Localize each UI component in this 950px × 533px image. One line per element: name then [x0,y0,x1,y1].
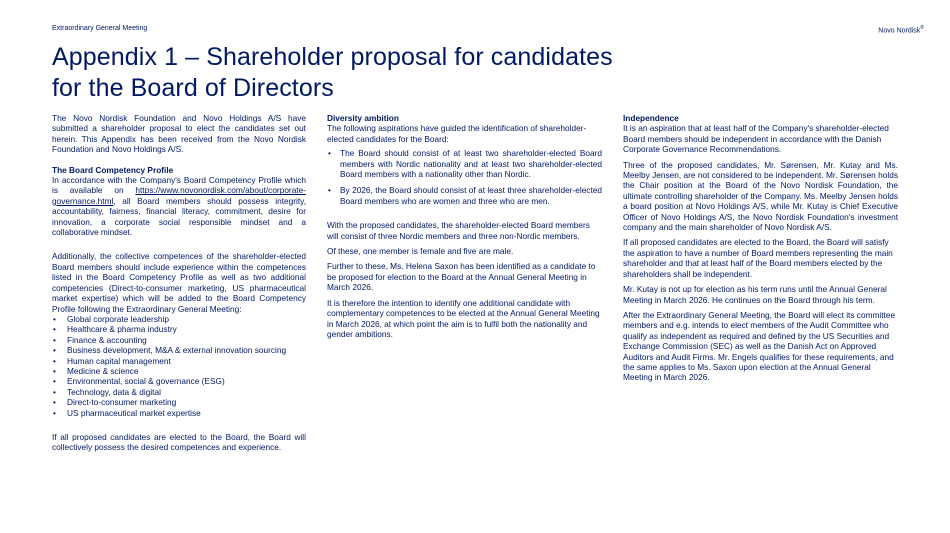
column-middle [327,113,602,339]
list-item: • Direct-to-consumer marketing [52,397,306,407]
independence-paragraph-4: Mr. Kutay is not up for election as his term runs until the Annual General Meeting in March 2026. He continues on the Board through his term. [623,284,887,305]
diversity-heading: Diversity ambition [327,113,399,123]
independence-paragraph-1: It is an aspiration that at least half of the Company's shareholder-elected Board members should be independent in accordance with the Danish Corporate Governance Recommendations. [623,123,889,155]
diversity-paragraph-2: Of these, one member is female and five are male. [327,246,514,257]
list-item: • Medicine & science [52,366,306,376]
profile-paragraph: In accordance with the Company's Board Competency Profile which is available on https://www.novonordisk.com/about/corporate-governance.html, all Board members should possess integrity, accountability, fairness, financial literacy, commitment, desire for innovation, a corporate social responsible mindset and a collaborative mindset. [52,175,306,238]
title-line-1: Appendix 1 – Shareholder proposal for candidates [52,43,613,71]
diversity-paragraph-4: It is therefore the intention to identify one additional candidate with complementary competences to be elected at the Annual General Meeting in March 2026, at which point the aim is to fulfil both the nationality and gender ambitions. [327,297,600,339]
intro-paragraph: The Novo Nordisk Foundation and Novo Holdings A/S have submitted a shareholder proposal to elect the candidates set out herein. This Appendix has been received from the Novo Nordisk Foundation and Novo Holdings A/S. [52,113,306,155]
independence-heading: Independence [623,113,679,123]
diversity-paragraph-3: Further to these, Ms. Helena Saxon has been identified as a candidate to be proposed for election to the Board at the Annual General Meeting in March 2026. [327,261,596,293]
closing-paragraph: If all proposed candidates are elected to the Board, the Board will collectively possess the desired competences and experience. [52,431,306,453]
list-item: • US pharmaceutical market expertise [52,408,306,418]
registered-mark: ® [920,25,924,31]
list-item: • Human capital management [52,356,306,366]
diversity-paragraph-1: With the proposed candidates, the shareholder-elected Board members will consist of three Nordic members and three non-Nordic members. [327,220,590,241]
column-right [623,113,898,383]
independence-paragraph-2: Three of the proposed candidates, Mr. Sørensen, Mr. Kutay and Ms. Meelby Jensen, are not considered to be independent. Mr. Sørensen holds the Chair position at the Board of the Novo Nordisk Foundation, the ultimate controlling shareholder of the Company. Ms. Meelby Jensen holds a board position at Novo Holdings A/S, while Mr. Kutay is Chief Executive Officer of Novo Holdings A/S, the Novo Nordisk Foundation's investment company and the main shareholder of Novo Nordisk A/S. [623,159,898,233]
page-title [52,42,812,104]
document-header-label: Extraordinary General Meeting [52,25,148,32]
independence-paragraph-3: If all proposed candidates are elected to the Board, the Board will satisfy the aspiration to have a number of Board members representing the main shareholder and that at least half of the Board members elected by the shareholders shall be independent. [623,237,893,279]
list-item: • Environmental, social & governance (ESG) [52,376,306,386]
independence-paragraph-5: After the Extraordinary General Meeting, the Board will elect its committee members and e.g. intends to elect members of the Audit Committee who qualify as independent as required and defined by the US Securities and Exchange Commission (SEC) as well as the Danish Act on Approved Auditors and Audit Firms. Mr. Engels qualifies for these requirements, and the same applies to Ms. Saxon upon election at the Annual General Meeting in March 2026. [623,309,896,383]
list-item: • The Board should consist of at least two shareholder-elected Board members with Nordic nationality and at least two shareholder-elected Board members with a nationality other than Nordic. [327,148,602,179]
profile-heading: The Board Competency Profile [52,164,174,175]
title-line-2: for the Board of Directors [52,74,334,102]
list-item: • Technology, data & digital [52,387,306,397]
list-item: • Global corporate leadership [52,314,306,324]
list-item: • Finance & accounting [52,335,306,345]
competency-list [52,314,306,418]
list-item: • Business development, M&A & external innovation sourcing [52,345,306,355]
list-item: • Healthcare & pharma industry [52,324,306,334]
diversity-list [327,148,602,206]
diversity-intro: The following aspirations have guided the identification of shareholder-elected candidates for the Board: [327,123,587,144]
list-item: • By 2026, the Board should consist of at least three shareholder-elected Board members who are women and three who are men. [327,185,602,206]
governance-link[interactable]: https://www.novonordisk.com/about/corporate-governance.html [52,185,306,206]
brand-name: Novo Nordisk® [878,25,924,35]
additional-paragraph: Additionally, the collective competences of the shareholder-elected Board members should include experience within the competences listed in the Board Competency Profile as well as two additional competencies (Direct-to-consumer marketing, US pharmaceutical market expertise) which will be added to the Board Competency Profile following the Extraordinary General Meeting: [52,251,306,314]
column-left [52,113,306,453]
